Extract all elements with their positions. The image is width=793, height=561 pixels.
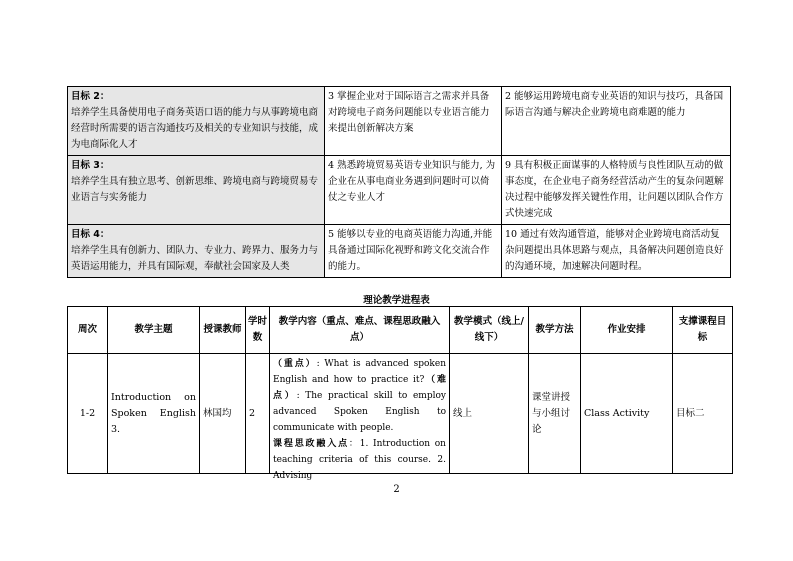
key-point-label: （重点） (273, 359, 317, 369)
ideology-text: ：1. Introduction on teaching criteria of this course. 2. Advising (273, 439, 446, 481)
difficulty-label: （难点） (273, 375, 446, 401)
goal-title: 目标 4： (71, 229, 110, 240)
table-row (68, 87, 731, 156)
objectives-table (67, 86, 731, 278)
indicator-cell: 9 具有积极正面谋事的人格特质与良性团队互动的做事态度，在企业电子商务经营活动产生的复杂问题解决过程中能够发挥关键性作用，让问题以团队合作方式快速完成 (502, 156, 731, 225)
header-support: 支撑课程目标 (673, 307, 733, 354)
ideology-label: 课程思政融入点 (273, 439, 349, 449)
graduation-requirement-cell: 3 掌握企业对于国际语言之需求并具备对跨境电子商务问题能以专业语言能力来提出创新解决方案 (325, 87, 502, 156)
graduation-requirement-cell: 4 熟悉跨境贸易英语专业知识与能力, 为企业在从事电商业务遇到问题时可以倚仗之专业人才 (325, 156, 502, 225)
support-cell: 目标二 (673, 354, 733, 474)
header-mode: 教学模式（线上/线下） (450, 307, 529, 354)
table-header-row (68, 307, 733, 354)
schedule-table (67, 306, 733, 481)
difficulty-text: : The practical skill to employ advanced Spoken English to communicate with people. (273, 391, 446, 433)
goal-title: 目标 2： (71, 91, 110, 102)
header-teacher: 授课教师 (200, 307, 246, 354)
header-content: 教学内容（重点、难点、课程思政融入点） (270, 307, 450, 354)
header-method: 教学方法 (529, 307, 581, 354)
goal-title: 目标 3： (71, 160, 110, 171)
method-cell: 课堂讲授与小组讨论 (529, 354, 581, 474)
indicator-cell: 10 通过有效沟通管道，能够对企业跨境电商活动复杂问题提出具体思路与观点，具备解决问题创造良好的沟通环境，加速解决问题时程。 (502, 225, 731, 278)
graduation-requirement-cell: 5 能够以专业的电商英语能力沟通,并能具备通过国际化视野和跨文化交流合作的能力。 (325, 225, 502, 278)
goal-text: 培养学生具备使用电子商务英语口语的能力与从事跨境电商经营时所需要的语言沟通技巧及相关的专业知识与技能，成为电商际化人才 (71, 107, 319, 150)
goal-text: 培养学生具有创新力、团队力、专业力、跨界力、服务力与英语运用能力，并具有国际观，奉献社会国家及人类 (71, 245, 319, 272)
goal-cell (68, 87, 325, 156)
homework-cell: Class Activity (581, 354, 673, 474)
week-cell: 1-2 (68, 354, 108, 474)
content-cell (270, 354, 450, 481)
teacher-cell: 林国均 (200, 354, 246, 474)
header-homework: 作业安排 (581, 307, 673, 354)
hours-cell: 2 (246, 354, 270, 474)
content-text (273, 356, 446, 481)
schedule-title: 理论教学进程表 (363, 295, 430, 306)
goal-cell (68, 225, 325, 278)
table-row (68, 354, 733, 474)
goal-text: 培养学生具有独立思考、创新思维、跨境电商与跨境贸易专业语言与实务能力 (71, 176, 319, 203)
header-hours: 学时数 (246, 307, 270, 354)
topic-cell: Introduction on Spoken English 3. (108, 354, 200, 474)
page-number: 2 (393, 484, 400, 495)
mode-cell: 线上 (450, 354, 529, 474)
goal-cell (68, 156, 325, 225)
table-row (68, 156, 731, 225)
header-week: 周次 (68, 307, 108, 354)
table-row (68, 225, 731, 278)
indicator-cell: 2 能够运用跨境电商专业英语的知识与技巧，具备国际语言沟通与解决企业跨境电商难题的能力 (502, 87, 731, 156)
header-topic: 教学主题 (108, 307, 200, 354)
key-point-text: : What is advanced spoken English and how to practice it? (273, 359, 446, 385)
